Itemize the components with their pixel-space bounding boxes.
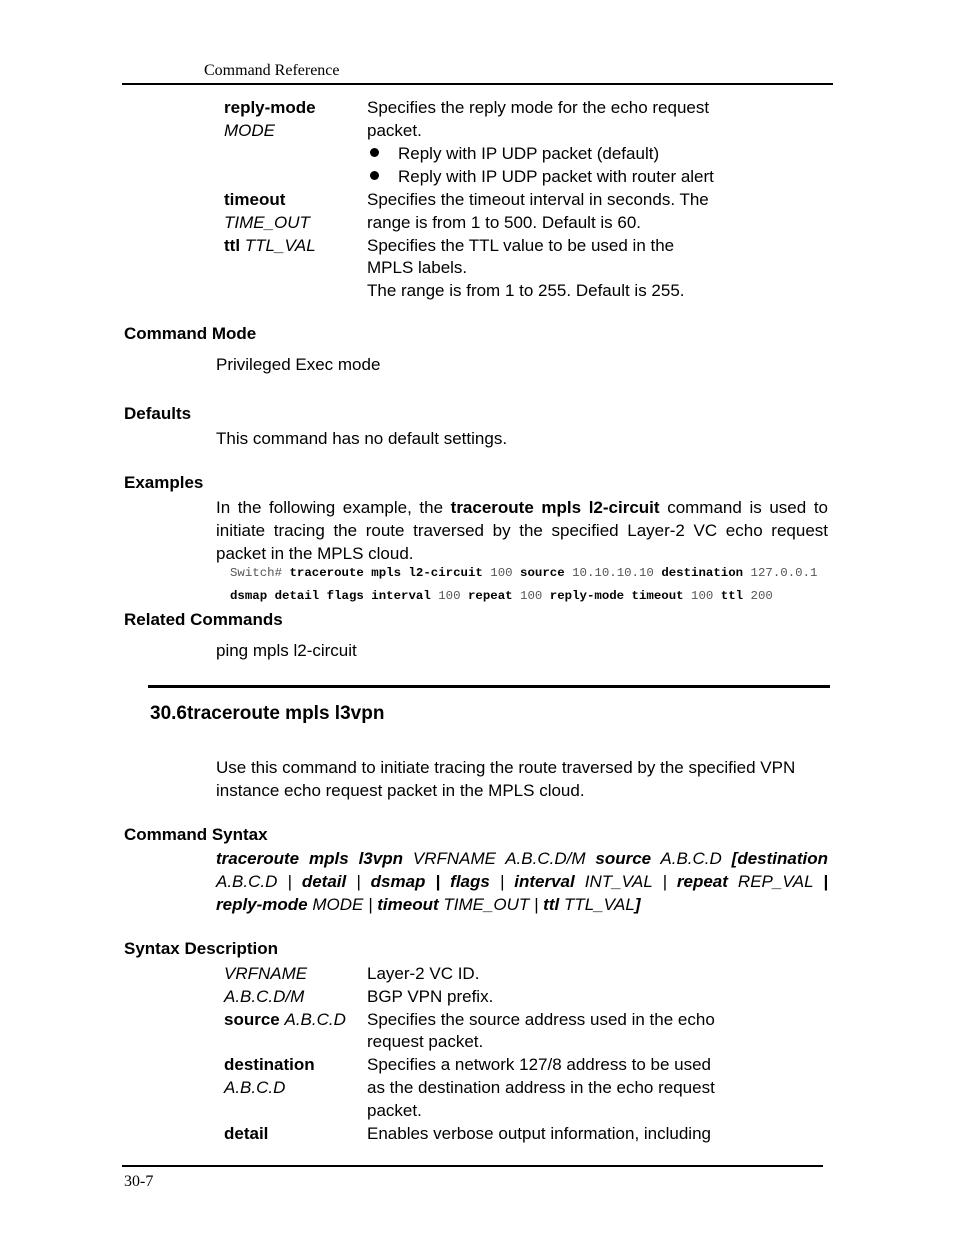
param-timeout-desc: Specifies the timeout interval in seconds. The [367, 190, 709, 209]
syntax-keyword: repeat [676, 872, 728, 891]
syntax-sep: | [823, 872, 828, 891]
desc-detail-text: Enables verbose output information, including [367, 1124, 711, 1143]
syntax-arg: REP_VAL [727, 872, 824, 891]
syntax-arg: A.B.C.D [216, 872, 278, 891]
desc-source-text: Specifies the source address used in the echo [367, 1010, 715, 1029]
text-run: In the following example, the [216, 498, 451, 517]
syntax-arg: A.B.C.D [651, 849, 732, 868]
heading-defaults: Defaults [124, 404, 192, 423]
code-keyword: reply-mode timeout [549, 589, 684, 603]
code-value: 100 [430, 589, 468, 603]
section-number: 30.6 [150, 703, 187, 724]
syntax-sep: | [277, 872, 302, 891]
code-keyword: ttl [720, 589, 744, 603]
section-intro-line-1: Use this command to initiate tracing the route traversed by the specified VPN [216, 758, 796, 777]
defaults-text: This command has no default settings. [216, 429, 508, 448]
desc-prefix-text: BGP VPN prefix. [367, 987, 494, 1006]
syntax-keyword: ttl [543, 895, 560, 914]
syntax-keyword: interval [514, 872, 575, 891]
syntax-arg: MODE | [307, 895, 378, 914]
examples-line-3: packet in the MPLS cloud. [216, 544, 414, 563]
heading-command-syntax: Command Syntax [124, 825, 268, 844]
header-rule [122, 83, 833, 85]
command-syntax-block [216, 847, 828, 916]
heading-command-mode: Command Mode [124, 324, 257, 343]
code-value: 127.0.0.1 [743, 566, 818, 580]
bullet-text: Reply with IP UDP packet (default) [398, 144, 660, 163]
heading-related-commands: Related Commands [124, 610, 283, 629]
code-value: 200 [743, 589, 773, 603]
syntax-keyword: source [595, 849, 652, 868]
text-run: command is used to [659, 498, 829, 517]
param-ttl [224, 234, 316, 257]
examples-line-2: initiate tracing the route traversed by the specified Layer-2 VC echo request [216, 521, 828, 540]
code-example-line-2 [230, 589, 773, 603]
code-keyword: destination [661, 566, 744, 580]
command-name: traceroute mpls l2-circuit [450, 498, 660, 517]
page-number: 30-7 [124, 1173, 154, 1190]
syntax-bracket: ] [634, 895, 641, 914]
param-reply-mode-arg: MODE [224, 121, 275, 140]
param-ttl-range: The range is from 1 to 255. Default is 255. [367, 281, 685, 300]
code-keyword: source [520, 566, 565, 580]
bullet-dot-icon [370, 171, 379, 180]
bullet-text: Reply with IP UDP packet with router alert [398, 167, 714, 186]
syntax-keyword: reply-mode [216, 895, 308, 914]
syntax-keyword: detail [301, 872, 347, 891]
param-timeout-desc-cont: range is from 1 to 500. Default is 60. [367, 213, 642, 232]
code-keyword: dsmap detail flags interval [230, 589, 431, 603]
desc-vrfname-text: Layer-2 VC ID. [367, 964, 480, 983]
section-title [150, 703, 384, 725]
syntax-keyword: dsmap [370, 872, 426, 891]
page-header-title: Command Reference [204, 62, 340, 79]
bullet-item-udp-default [370, 142, 659, 165]
examples-line-1 [216, 496, 828, 519]
section-rule [148, 685, 830, 688]
param-ttl-name: ttl [224, 236, 241, 255]
code-value: 100 [683, 589, 721, 603]
desc-prefix-name: A.B.C.D/M [224, 987, 305, 1006]
syntax-sep: | [662, 872, 677, 891]
param-ttl-desc: Specifies the TTL value to be used in the [367, 236, 675, 255]
syntax-keyword: flags [450, 872, 490, 891]
desc-destination-arg: A.B.C.D [224, 1078, 286, 1097]
param-reply-mode-desc: Specifies the reply mode for the echo request [367, 98, 710, 117]
bullet-item-udp-router-alert [370, 165, 714, 188]
desc-detail-name: detail [224, 1124, 269, 1143]
cli-prompt: Switch# [230, 566, 290, 580]
code-example-line-1 [230, 566, 817, 580]
code-keyword: traceroute mpls l2-circuit [289, 566, 483, 580]
desc-source [224, 1008, 346, 1031]
related-command-link[interactable]: ping mpls l2-circuit [216, 641, 357, 660]
syntax-arg: INT_VAL [574, 872, 663, 891]
desc-destination-text-end: packet. [367, 1101, 422, 1120]
syntax-keyword: traceroute mpls l3vpn [216, 849, 403, 868]
param-reply-mode-name: reply-mode [224, 98, 316, 117]
heading-syntax-description: Syntax Description [124, 939, 278, 958]
syntax-sep: | [346, 872, 371, 891]
examples-paragraph [216, 496, 828, 565]
desc-destination-name: destination [224, 1055, 315, 1074]
param-reply-mode-desc-cont: packet. [367, 121, 422, 140]
desc-source-text-cont: request packet. [367, 1032, 484, 1051]
syntax-sep: | [489, 872, 515, 891]
command-mode-text: Privileged Exec mode [216, 355, 381, 374]
desc-destination-text-cont: as the destination address in the echo request [367, 1078, 715, 1097]
syntax-sep: | [425, 872, 451, 891]
syntax-keyword: [destination [731, 849, 829, 868]
heading-examples: Examples [124, 473, 204, 492]
syntax-line-2 [216, 870, 828, 893]
desc-vrfname-name: VRFNAME [224, 964, 308, 983]
syntax-arg: TIME_OUT | [438, 895, 544, 914]
section-intro-line-2: instance echo request packet in the MPLS cloud. [216, 781, 585, 800]
code-value: 10.10.10.10 [564, 566, 662, 580]
param-ttl-arg: TTL_VAL [244, 236, 316, 255]
syntax-line-3 [216, 893, 828, 916]
section-name: traceroute mpls l3vpn [186, 703, 385, 724]
footer-rule [122, 1165, 823, 1167]
param-ttl-desc-cont: MPLS labels. [367, 258, 468, 277]
code-keyword: repeat [467, 589, 513, 603]
desc-source-arg: A.B.C.D [284, 1010, 346, 1029]
code-value: 100 [482, 566, 521, 580]
syntax-line-1 [216, 847, 828, 870]
syntax-arg: TTL_VAL [559, 895, 635, 914]
syntax-arg: VRFNAME A.B.C.D/M [402, 849, 596, 868]
syntax-keyword: timeout [377, 895, 439, 914]
desc-source-name: source [224, 1010, 280, 1029]
param-timeout-name: timeout [224, 190, 286, 209]
param-timeout-arg: TIME_OUT [224, 213, 310, 232]
desc-destination-text: Specifies a network 127/8 address to be used [367, 1055, 711, 1074]
bullet-dot-icon [370, 148, 379, 157]
code-value: 100 [512, 589, 550, 603]
